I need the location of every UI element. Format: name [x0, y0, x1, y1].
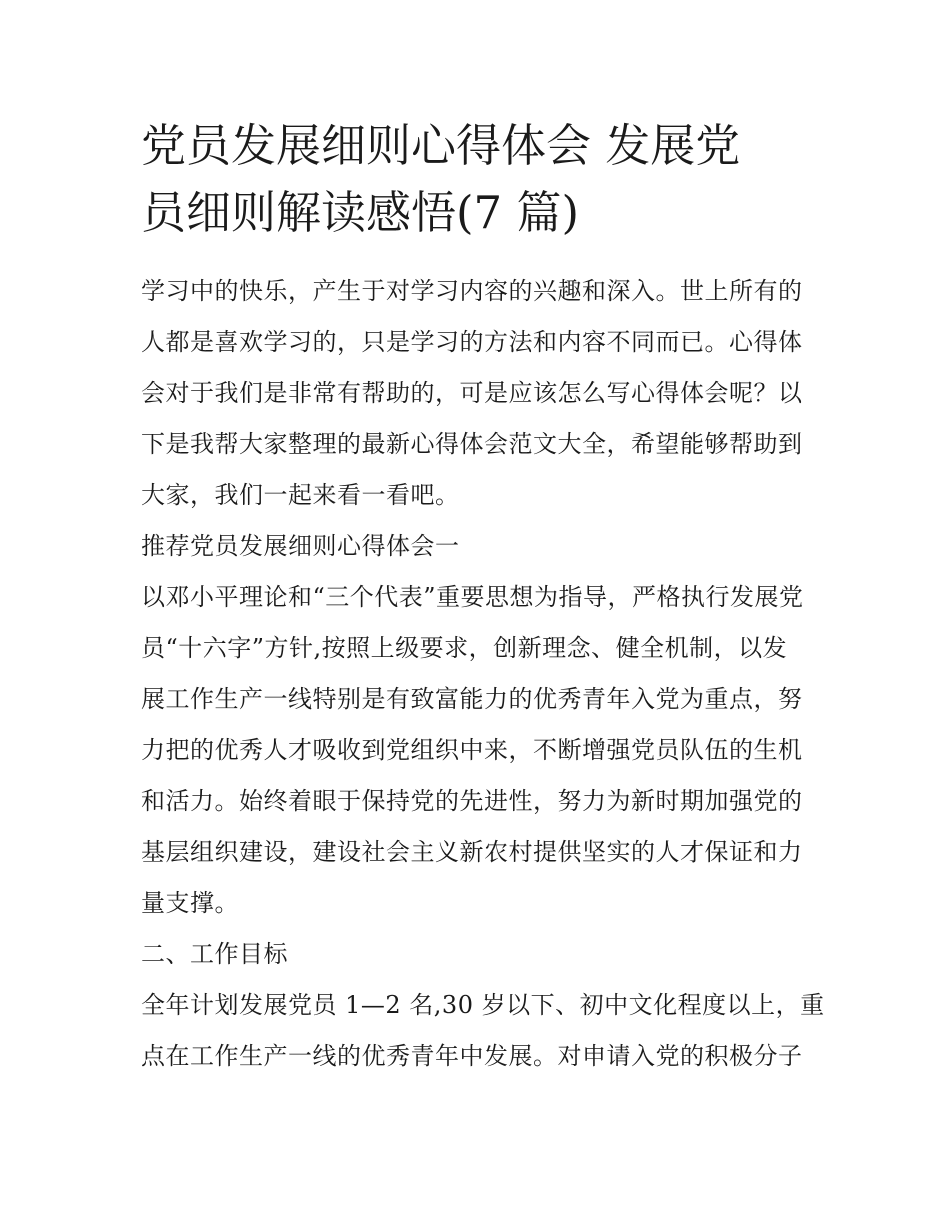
body-paragraph	[141, 980, 825, 1082]
section-heading	[141, 521, 813, 572]
text-line: 下是我帮大家整理的最新心得体会范文大全，希望能够帮助到	[141, 430, 803, 458]
document-title	[141, 112, 813, 246]
intro-paragraph	[141, 266, 813, 521]
text-line: 学习中的快乐，产生于对学习内容的兴趣和深入。世上所有的	[141, 277, 803, 305]
text-line: 和活力。始终着眼于保持党的先进性，努力为新时期加强党的	[141, 787, 803, 815]
text-line: 推荐党员发展细则心得体会一	[141, 532, 460, 560]
text-line: 以邓小平理论和“三个代表”重要思想为指导，严格执行发展党	[141, 583, 804, 611]
text-line: 会对于我们是非常有帮助的，可是应该怎么写心得体会呢？以	[141, 379, 803, 407]
text-line: 员“十六字”方针,按照上级要求，创新理念、健全机制，以发	[141, 634, 788, 662]
text-line: 大家，我们一起来看一看吧。	[141, 481, 460, 509]
title-line: 员细则解读感悟(7 篇)	[141, 186, 580, 239]
text-line: 人都是喜欢学习的，只是学习的方法和内容不同而已。心得体	[141, 328, 803, 356]
title-line: 党员发展细则心得体会 发展党	[141, 119, 741, 172]
section-heading	[141, 929, 813, 980]
document-page	[141, 112, 825, 1082]
text-line: 量支撑。	[141, 889, 239, 917]
text-line: 展工作生产一线特别是有致富能力的优秀青年入党为重点，努	[141, 685, 803, 713]
text-line: 点在工作生产一线的优秀青年中发展。对申请入党的积极分子	[141, 1042, 803, 1070]
text-line: 全年计划发展党员 1—2 名,30 岁以下、初中文化程度以上，重	[141, 991, 825, 1019]
text-line: 力把的优秀人才吸收到党组织中来，不断增强党员队伍的生机	[141, 736, 803, 764]
body-paragraph	[141, 572, 813, 929]
text-line: 二、工作目标	[141, 940, 288, 968]
text-line: 基层组织建设，建设社会主义新农村提供坚实的人才保证和力	[141, 838, 803, 866]
